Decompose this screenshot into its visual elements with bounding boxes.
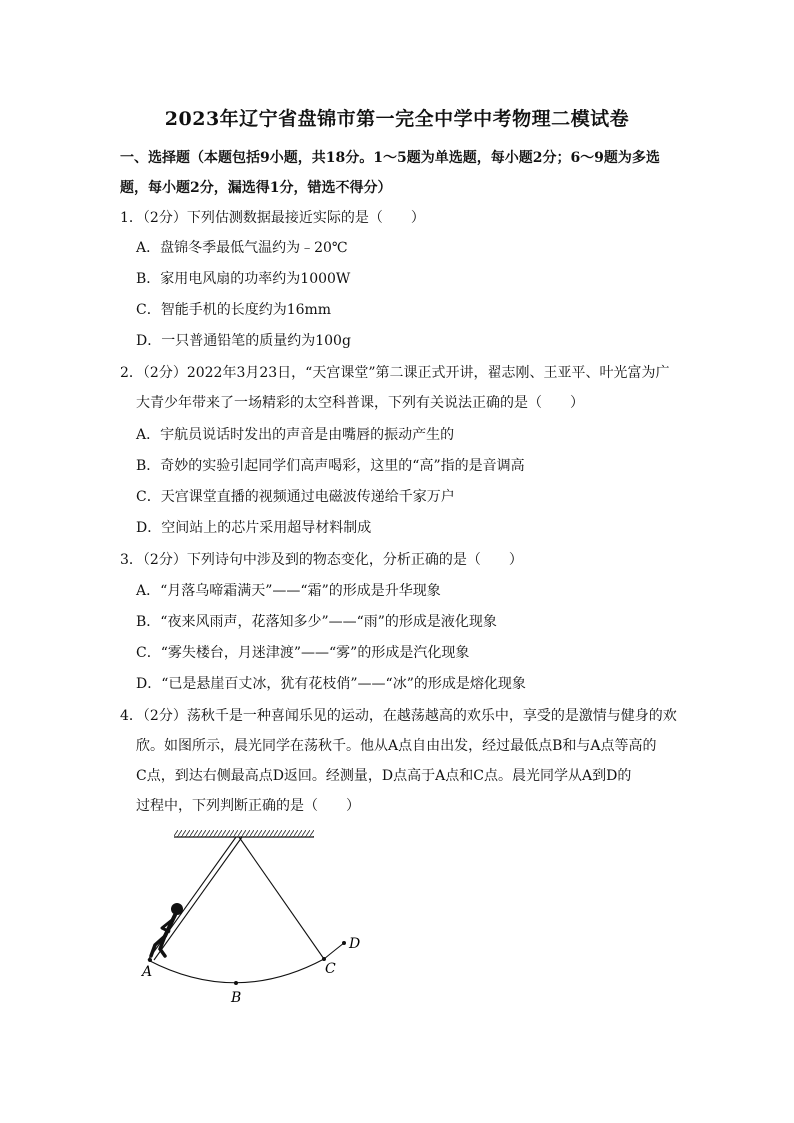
question-3-option-d: D．“已是悬崖百丈冰，犹有花枝俏”——“冰”的形成是熔化现象 (136, 676, 526, 692)
swing-arc (148, 959, 324, 983)
question-3-stem-line-1: 3．（2分）下列诗句中涉及到的物态变化，分析正确的是（ ） (120, 552, 523, 568)
section-heading (120, 143, 680, 203)
question-4-stem-line-3: C点，到达右侧最高点D返回。经测量，D点高于A点和C点。晨光同学从A到D的 (136, 768, 632, 784)
point-b-dot (234, 981, 238, 985)
section-heading-line-1: 一、选择题（本题包括9小题，共18分。1～5题为单选题，每小题2分；6～9题为多选 (120, 150, 660, 166)
point-c-label: C (325, 961, 336, 977)
question-2-option-d: D．空间站上的芯片采用超导材料制成 (136, 520, 372, 536)
ceiling-hatch (174, 830, 314, 837)
question-1-option-d: D．一只普通铅笔的质量约为100g (136, 333, 351, 349)
child-figure (151, 903, 183, 956)
question-2-option-c: C．天宫课堂直播的视频通过电磁波传递给千家万户 (136, 489, 455, 505)
question-2-option-b: B．奇妙的实验引起同学们高声喝彩，这里的“高”指的是音调高 (136, 458, 525, 474)
question-2-option-a: A．宇航员说话时发出的声音是由嘴唇的振动产生的 (136, 427, 455, 443)
question-3-option-b: B．“夜来风雨声，花落知多少”——“雨”的形成是液化现象 (136, 614, 497, 630)
section-heading-line-2: 题，每小题2分，漏选得1分，错选不得分） (120, 180, 392, 196)
question-4-stem (120, 701, 685, 821)
point-d-label: D (349, 936, 361, 952)
question-4-stem-line-4: 过程中，下列判断正确的是（ ） (136, 798, 360, 814)
swing-rope-left-2 (154, 837, 242, 960)
question-4-stem-line-2: 欣。如图所示，晨光同学在荡秋千。他从A点自由出发，经过最低点B和与A点等高的 (136, 738, 657, 754)
question-1-option-b: B．家用电风扇的功率约为1000W (136, 271, 351, 287)
question-1-option-a: A．盘锦冬季最低气温约为﹣20℃ (136, 240, 348, 256)
point-a-dot (148, 958, 152, 962)
point-a-label: A (142, 964, 153, 980)
swing-arc-extension (324, 943, 344, 959)
point-b-label: B (231, 990, 242, 1006)
question-1-option-c: C．智能手机的长度约为16mm (136, 302, 332, 318)
question-3-option-c: C．“雾失楼台，月迷津渡”——“雾”的形成是汽化现象 (136, 645, 470, 661)
question-3-stem (120, 545, 685, 575)
swing-figure (130, 824, 380, 1014)
question-3-option-a: A．“月落乌啼霜满天”——“霜”的形成是升华现象 (136, 583, 441, 599)
question-2-stem-line-2: 大青少年带来了一场精彩的太空科普课，下列有关说法正确的是（ ） (136, 395, 584, 411)
question-1-stem (120, 203, 685, 233)
child-head (171, 903, 183, 915)
question-2-stem-line-1: 2．（2分）2022年3月23日，“天宫课堂”第二课正式开讲，翟志刚、王亚平、叶光富为广 (120, 365, 670, 381)
question-1-stem-line-1: 1．（2分）下列估测数据最接近实际的是（ ） (120, 210, 425, 226)
point-d-dot (342, 941, 346, 945)
question-4-stem-line-1: 4．（2分）荡秋千是一种喜闻乐见的运动，在越荡越高的欢乐中，享受的是激情与健身的欢 (120, 708, 677, 724)
question-2-stem (120, 358, 685, 418)
swing-rope-right (239, 837, 324, 959)
exam-title: 2023年辽宁省盘锦市第一完全中学中考物理二模试卷 (164, 108, 630, 130)
